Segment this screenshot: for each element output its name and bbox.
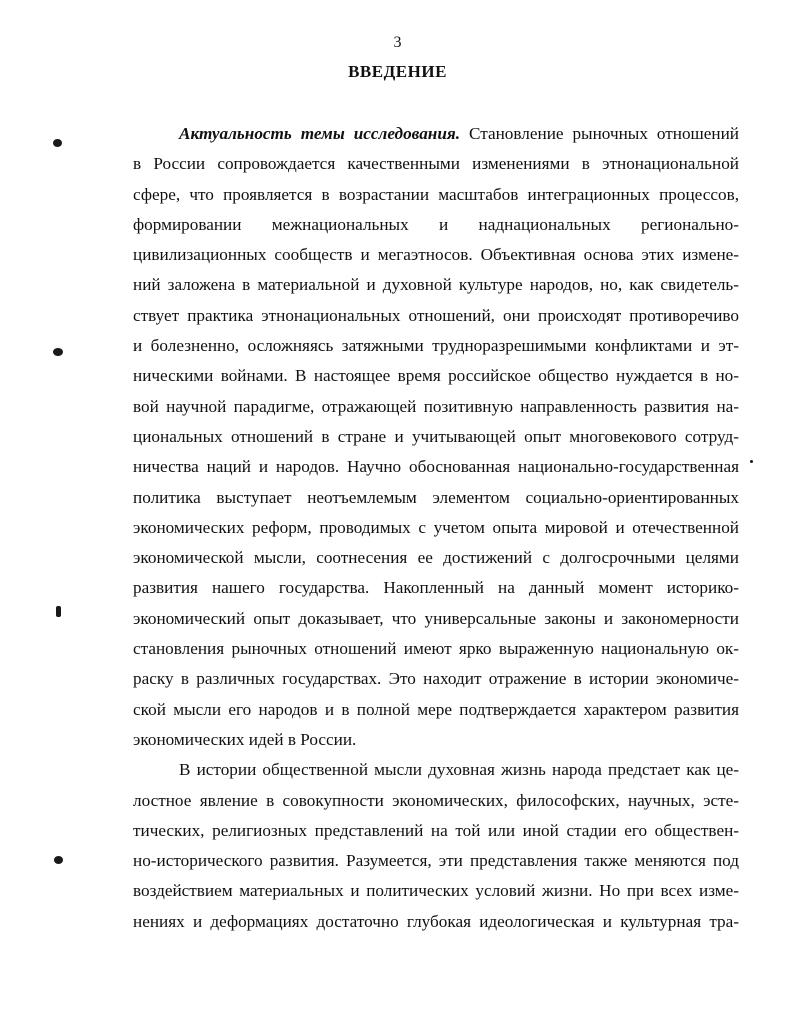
paragraph-line: сфере, что проявляется в возрастании масштабов интеграционных процессов, bbox=[133, 184, 739, 204]
paragraph-line: ствует практика этнонациональных отношений, они происходят противоречиво bbox=[133, 305, 739, 325]
paragraph-line: тических, религиозных представлений на той или иной стадии его обществен- bbox=[133, 820, 739, 840]
page-number: 3 bbox=[393, 34, 402, 51]
paragraph-line: экономический опыт доказывает, что универсальные законы и закономерности bbox=[133, 608, 739, 628]
paragraph-line: экономических идей в России. bbox=[133, 729, 357, 749]
paragraph-line: политика выступает неотъемлемым элементом социально-ориентированных bbox=[133, 487, 739, 507]
paragraph-line: экономической мысли, соотнесения ее достижений с долгосрочными целями bbox=[133, 548, 739, 568]
paragraph-line: цивилизационных сообществ и мегаэтносов. Объективная основа этих измене- bbox=[133, 245, 739, 265]
scan-mark bbox=[53, 348, 63, 356]
paragraph-line-text: Становление рыночных отношений bbox=[460, 124, 739, 143]
paragraph-history bbox=[133, 755, 739, 937]
paragraph-line: раску в различных государствах. Это находит отражение в истории экономиче- bbox=[133, 669, 739, 689]
scan-mark bbox=[750, 460, 753, 463]
paragraph-line: ническими войнами. В настоящее время российское общество нуждается в но- bbox=[133, 366, 739, 386]
paragraph-line: циональных отношений в стране и учитывающей опыт многовекового сотруд- bbox=[133, 426, 739, 446]
paragraph-line: воздействием материальных и политических условий жизни. Но при всех изме- bbox=[133, 881, 739, 901]
paragraph-line: и болезненно, осложняясь затяжными трудноразрешимыми конфликтами и эт- bbox=[133, 336, 739, 356]
scan-mark bbox=[54, 856, 63, 864]
paragraph-lead: Актуальность темы исследования. bbox=[179, 124, 461, 143]
scan-mark bbox=[56, 606, 61, 617]
paragraph-line: нениях и деформациях достаточно глубокая идеологическая и культурная тра- bbox=[133, 911, 739, 931]
paragraph-line: формировании межнациональных и наднациональных регионально- bbox=[133, 214, 739, 234]
paragraph-line: но-исторического развития. Разумеется, эти представления также меняются под bbox=[133, 851, 739, 871]
paragraph-line: становления рыночных отношений имеют ярко выраженную национальную ок- bbox=[133, 639, 739, 659]
paragraph-line: экономических реформ, проводимых с учетом опыта мировой и отечественной bbox=[133, 517, 739, 537]
paragraph-line: ничества наций и народов. Научно обоснованная национально-государственная bbox=[133, 457, 739, 477]
paragraph-line bbox=[133, 119, 739, 149]
section-title: ВВЕДЕНИЕ bbox=[348, 62, 447, 81]
paragraph-line: лостное явление в совокупности экономических, философских, научных, эсте- bbox=[133, 790, 739, 810]
paragraph-line: ний заложена в материальной и духовной культуре народов, но, как свидетель- bbox=[133, 275, 739, 295]
paragraph-line: вой научной парадигме, отражающей позитивную направленность развития на- bbox=[133, 396, 739, 416]
paragraph-line: В истории общественной мысли духовная жизнь народа предстает как це- bbox=[179, 760, 739, 780]
body-text bbox=[133, 119, 739, 937]
paragraph-line: в России сопровождается качественными изменениями в этнонациональной bbox=[133, 154, 739, 174]
paragraph-line: ской мысли его народов и в полной мере подтверждается характером развития bbox=[133, 699, 739, 719]
paragraph-line: развития нашего государства. Накопленный на данный момент историко- bbox=[133, 578, 739, 598]
scan-mark bbox=[53, 139, 62, 147]
paragraph-relevance bbox=[133, 119, 739, 755]
